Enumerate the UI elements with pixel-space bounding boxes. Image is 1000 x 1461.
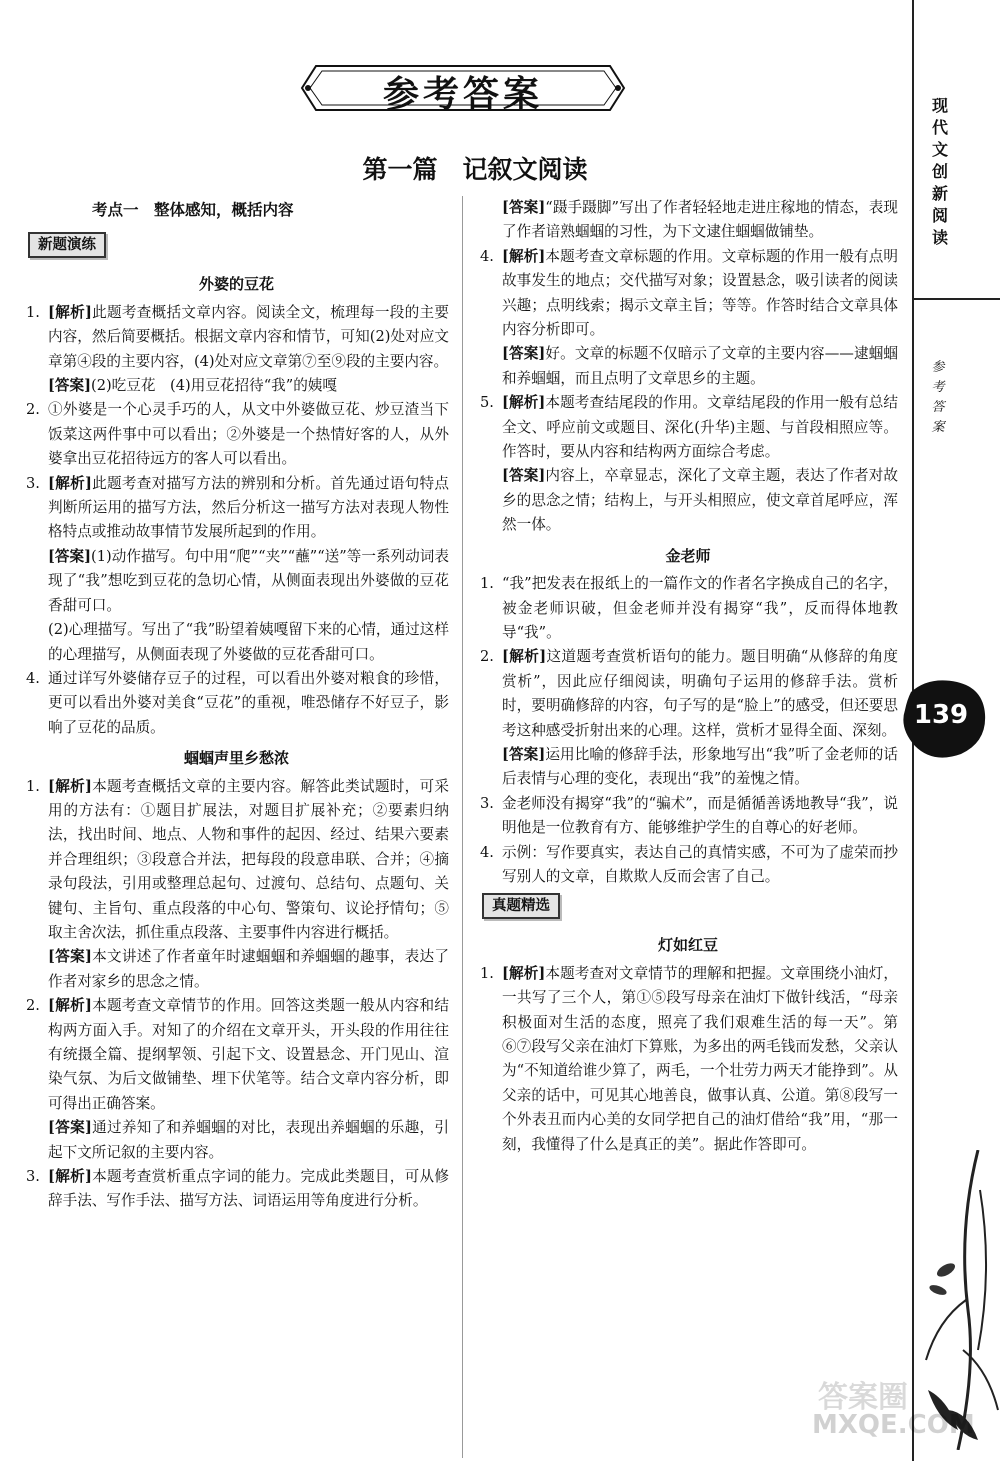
analysis-text: 本题考查文章标题的作用。文章标题的作用一般有点明故事发生的地点；交代描写对象；设置悬念，吸引读者的阅读兴趣；点明线索；揭示文章主旨；等等。作答时结合文章具体内容分析即可。	[502, 247, 898, 339]
answer-text: (1)动作描写。句中用“爬”“夹”“蘸”“送”等一系列动词表现了“我”想吃到豆花的急切心情，从侧面表现出外婆做的豆花香甜可口。	[48, 547, 449, 614]
answer-continuation: (2)心理描写。写出了“我”盼望着姨嘎留下来的心情，通过这样的心理描写，从侧面表现了外婆做的豆花香甜可口。	[48, 621, 449, 663]
answer-text: ①外婆是一个心灵手巧的人，从文中外婆做豆花、炒豆渣当下饭菜这两件事中可以看出；②外婆是一个热情好客的人，从外婆拿出豆花招待远方的客人可以看出。	[48, 401, 449, 468]
analysis-label: [解析]	[48, 303, 92, 321]
analysis-text: 这道题考查赏析语句的能力。题目明确“从修辞的角度赏析”，因此应仔细阅读，明确句子运用的修辞手法。赏析时，要明确修辞的内容，句子写的是“脸上”的感受，但还要思考这种感受折射出来的心理。这样，赏析才显得全面、深刻。	[502, 648, 899, 739]
question-item	[478, 645, 898, 743]
question-number: 1.	[480, 964, 494, 982]
answer-label: [答案]	[48, 948, 92, 966]
book-title: 现代文创新阅读	[931, 96, 948, 247]
answer-text: 通过详写外婆储存豆子的过程，可以看出外婆对粮食的珍惜，更可以看出外婆对美食“豆花”的重视，唯恐储存不好豆子，影响了豆花的品质。	[48, 669, 449, 736]
answer-label: [答案]	[502, 199, 546, 216]
watermark-logo: 答案圈	[818, 1380, 908, 1415]
part-title: 第一篇 记叙文阅读	[362, 155, 588, 184]
title-banner	[298, 60, 628, 116]
analysis-label: [解析]	[502, 648, 547, 666]
watermark-url: MXQE.COM	[812, 1410, 975, 1440]
analysis-label: [解析]	[48, 777, 92, 795]
answer-label: [答案]	[502, 467, 546, 485]
analysis-label: [解析]	[502, 394, 546, 412]
question-number: 4.	[26, 669, 40, 687]
analysis-label: [解析]	[502, 247, 546, 265]
question-number: 5.	[480, 394, 494, 412]
analysis-text: 此题考查概括文章内容。阅读全文，梳理每一段的主要内容，然后简要概括。根据文章内容和情节，可知(2)处对应文章第④段的主要内容，(4)处对应文章第⑦至⑨段的主要内容。	[48, 303, 449, 370]
answer-text: 运用比喻的修辞手法，形象地写出“我”听了金老师的话后表情与心理的变化，表现出“我”的羞愧之情。	[502, 745, 898, 788]
question-item	[478, 245, 898, 343]
question-item	[24, 667, 449, 740]
left-column	[24, 196, 449, 1214]
analysis-text: 本题考查赏析重点字词的能力。完成此类题目，可从修辞手法、写作手法、描写方法、词语运用等角度进行分析。	[48, 1168, 449, 1210]
question-item	[478, 841, 898, 890]
answer-block	[478, 743, 898, 792]
answer-text: “蹑手蹑脚”写出了作者轻轻地走进庄稼地的情态，表现了作者谙熟蝈蝈的习性，为下文逮住蝈蝈做铺垫。	[502, 199, 898, 241]
question-item	[478, 391, 898, 464]
right-column	[478, 196, 898, 1157]
section-heading: 考点一 整体感知，概括内容	[92, 201, 294, 219]
article-title: 外婆的豆花	[198, 275, 274, 294]
question-number: 1.	[26, 303, 40, 321]
question-item	[478, 792, 898, 841]
answer-label: [答案]	[502, 345, 546, 363]
analysis-label: [解析]	[502, 964, 546, 982]
question-item	[24, 994, 449, 1116]
answer-block	[478, 464, 898, 537]
answer-block	[24, 374, 449, 398]
new-exercises-tag: 新题演练	[28, 232, 106, 258]
question-number: 4.	[480, 843, 494, 861]
real-exam-tag: 真题精选	[482, 893, 560, 919]
answer-label: [答案]	[48, 377, 91, 395]
answer-block	[478, 342, 898, 391]
question-item	[478, 572, 898, 645]
answer-text: 示例：写作要真实，表达自己的真情实感，不可为了虚荣而抄写别人的文章，自欺欺人反而会害了自己。	[502, 843, 898, 885]
page-number: 139	[913, 700, 969, 730]
answer-block	[24, 1116, 449, 1165]
answer-block	[24, 945, 449, 994]
question-number: 2.	[26, 401, 40, 419]
question-number: 3.	[480, 794, 494, 812]
question-item	[24, 472, 449, 545]
answer-text: (2)吃豆花 (4)用豆花招待“我”的姨嘎	[91, 377, 337, 395]
answer-block	[478, 196, 898, 245]
section-label: 参考答案	[931, 360, 945, 435]
answer-text: 通过养知了和养蝈蝈的对比，表现出养蝈蝈的乐趣，引起下文所记叙的主要内容。	[48, 1119, 449, 1161]
column-divider	[462, 196, 463, 1458]
orchid-decoration-icon	[918, 1150, 1000, 1450]
question-number: 2.	[480, 648, 494, 666]
answer-label: [答案]	[48, 1119, 92, 1137]
analysis-text: 此题考查对描写方法的辨别和分析。首先通过语句特点判断所运用的描写方法，然后分析这一描写方法对表现人物性格特点或推动故事情节发展所起到的作用。	[48, 474, 449, 541]
analysis-label: [解析]	[48, 1168, 92, 1186]
answer-block	[24, 545, 449, 618]
analysis-text: 本题考查对文章情节的理解和把握。文章围绕小油灯，一共写了三个人，第①⑤段写母亲在油灯下做针线活，“母亲积极面对生活的态度，照亮了我们艰难生活的每一天”。第⑥⑦段写父亲在油灯下算账，为多出的两毛钱而发愁，父亲认为“不知道给谁少算了，两毛，一个壮劳力两天才能挣到”。从父亲的话中，可见其心地善良，做事认真、公道。第⑧段写一个外表丑而内心美的女同学把自己的油灯借给“我”用，“那一刻，我懂得了什么是真正的美”。据此作答即可。	[502, 964, 898, 1153]
analysis-text: 本题考查概括文章的主要内容。解答此类试题时，可采用的方法有：①题目扩展法，对题目扩展补充；②要素归纳法，找出时间、地点、人物和事件的起因、经过、结果六要素并合理组织；③段意合并法，把每段的段意串联、合并；④摘录句段法，引用或整理总起句、过渡句、总结句、点题句、关键句、主旨句、重点段落的中心句、警策句、议论抒情句；⑤取主舍次法，抓住重点段落、主要事件内容进行概括。	[48, 777, 449, 941]
analysis-text: 本题考查文章情节的作用。回答这类题一般从内容和结构两方面入手。对知了的介绍在文章开头，开头段的作用往往有统摄全篇、提纲挈领、引起下文、设置悬念、开门见山、渲染气氛、为后文做铺垫、埋下伏笔等。结合文章内容分析，即可得出正确答案。	[48, 997, 449, 1112]
question-number: 3.	[26, 474, 40, 492]
page-title: 参考答案	[382, 74, 543, 115]
answer-label: [答案]	[48, 547, 92, 565]
question-item	[24, 398, 449, 471]
analysis-label: [解析]	[48, 997, 92, 1015]
side-rule-horizontal	[912, 298, 1000, 300]
answer-text: 好。文章的标题不仅暗示了文章的主要内容——逮蝈蝈和养蝈蝈，而且点明了文章思乡的主题。	[502, 345, 898, 387]
question-number: 1.	[480, 575, 494, 593]
answer-label: [答案]	[502, 745, 546, 763]
analysis-text: 本题考查结尾段的作用。文章结尾段的作用一般有总结全文、呼应前文或题目、深化(升华)主题、与首段相照应等。作答时，要从内容和结构两方面综合考虑。	[502, 394, 898, 461]
answer-text: “我”把发表在报纸上的一篇作文的作者名字换成自己的名字，被金老师识破，但金老师并没有揭穿“我”，反而得体地教导“我”。	[502, 575, 898, 641]
question-item	[24, 1165, 449, 1214]
article-title: 金老师	[665, 546, 711, 565]
answer-text: 本文讲述了作者童年时逮蝈蝈和养蝈蝈的趣事，表达了作者对家乡的思念之情。	[48, 948, 449, 990]
question-item	[24, 775, 449, 946]
answer-text: 金老师没有揭穿“我”的“骗术”，而是循循善诱地教导“我”，说明他是一位教育有方、能够维护学生的自尊心的好老师。	[502, 794, 898, 837]
article-title: 灯如红豆	[657, 936, 718, 955]
question-number: 1.	[26, 777, 40, 795]
analysis-label: [解析]	[48, 474, 92, 492]
answer-text: 内容上，卒章显志，深化了文章主题，表达了作者对故乡的思念之情；结构上，与开头相照应，使文章首尾呼应，浑然一体。	[502, 467, 898, 534]
question-number: 4.	[480, 247, 494, 265]
question-number: 2.	[26, 997, 40, 1015]
question-item	[24, 301, 449, 374]
question-number: 3.	[26, 1168, 40, 1186]
article-title: 蝈蝈声里乡愁浓	[183, 749, 289, 768]
question-item	[478, 962, 898, 1157]
